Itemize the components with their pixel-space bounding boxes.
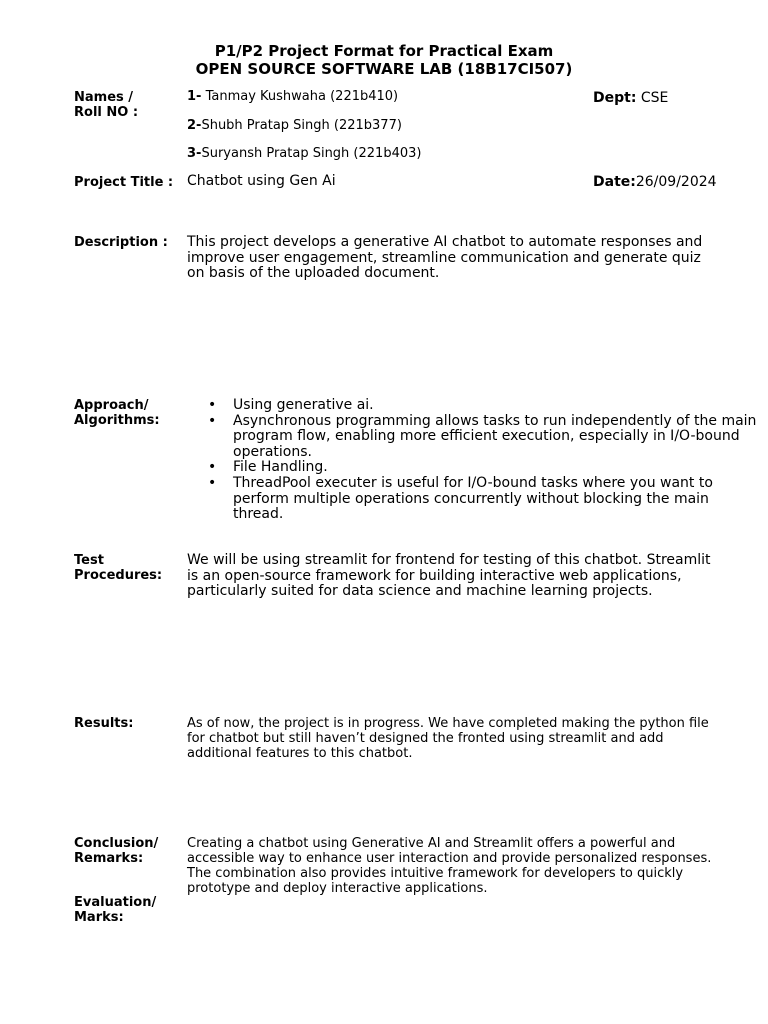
results-label: Results: — [74, 716, 134, 731]
description-label: Description : — [74, 235, 168, 250]
date-label: Date: — [593, 174, 636, 190]
date-value: 26/09/2024 — [635, 174, 717, 190]
name-text: Tanmay Kushwaha (221b410) — [201, 89, 399, 104]
dept-field — [593, 90, 668, 106]
list-item: • ThreadPool executer is useful for I/O-bound tasks where you want to perform multiple operations concurrently without blocking the main thread. — [208, 474, 713, 523]
results-text: As of now, the project is in progress. We have completed making the python file for chatbot but still haven’t designed the fronted using streamlit and add additional features to this chatbot. — [187, 716, 709, 761]
test-procedures-text: We will be using streamlit for frontend for testing of this chatbot. Streamlit is an open-source framework for building interactive web applications, particularly suited for data science and machine learning projects. — [187, 552, 711, 599]
dept-value: CSE — [636, 90, 669, 106]
bullet-icon: • — [208, 459, 217, 476]
approach-list — [187, 398, 758, 523]
list-item: • Using generative ai. — [208, 397, 374, 413]
name-number: 1- — [187, 89, 202, 104]
names-label: Names / Roll NO : — [74, 90, 139, 120]
test-procedures-label: Test Procedures: — [74, 553, 163, 583]
document-title: P1/P2 Project Format for Practical Exam — [214, 42, 554, 60]
conclusion-label: Conclusion/ Remarks: — [74, 836, 159, 866]
bullet-icon: • — [208, 412, 217, 429]
bullet-icon: • — [208, 474, 217, 491]
project-title-value: Chatbot using Gen Ai — [187, 173, 336, 189]
name-entry-1 — [187, 89, 398, 104]
name-text: Shubh Pratap Singh (221b377) — [201, 118, 402, 133]
conclusion-text: Creating a chatbot using Generative AI and Streamlit offers a powerful and accessible way to enhance user interaction and provide personalized responses. The combination also provides intuitive framework for developers to quickly prototype and deploy interactive applications. — [187, 836, 712, 896]
date-field — [593, 174, 717, 190]
dept-label: Dept: — [593, 90, 637, 106]
name-number: 2- — [187, 118, 202, 133]
evaluation-label: Evaluation/ Marks: — [74, 895, 157, 925]
project-title-label: Project Title : — [74, 175, 174, 190]
approach-label: Approach/ Algorithms: — [74, 398, 160, 428]
description-text: This project develops a generative AI chatbot to automate responses and improve user engagement, streamline communication and generate quiz on basis of the uploaded document. — [187, 234, 703, 281]
name-number: 3- — [187, 146, 202, 161]
list-item: • File Handling. — [208, 459, 328, 476]
name-entry-3 — [187, 146, 421, 161]
name-entry-2 — [187, 118, 402, 133]
list-item: • Asynchronous programming allows tasks to run independently of the main program flow, enabling more efficient execution, especially in I/O-bound operations. — [208, 412, 757, 460]
name-text: Suryansh Pratap Singh (221b403) — [201, 146, 422, 161]
document-subtitle: OPEN SOURCE SOFTWARE LAB (18B17CI507) — [195, 60, 573, 78]
bullet-icon: • — [208, 397, 217, 413]
